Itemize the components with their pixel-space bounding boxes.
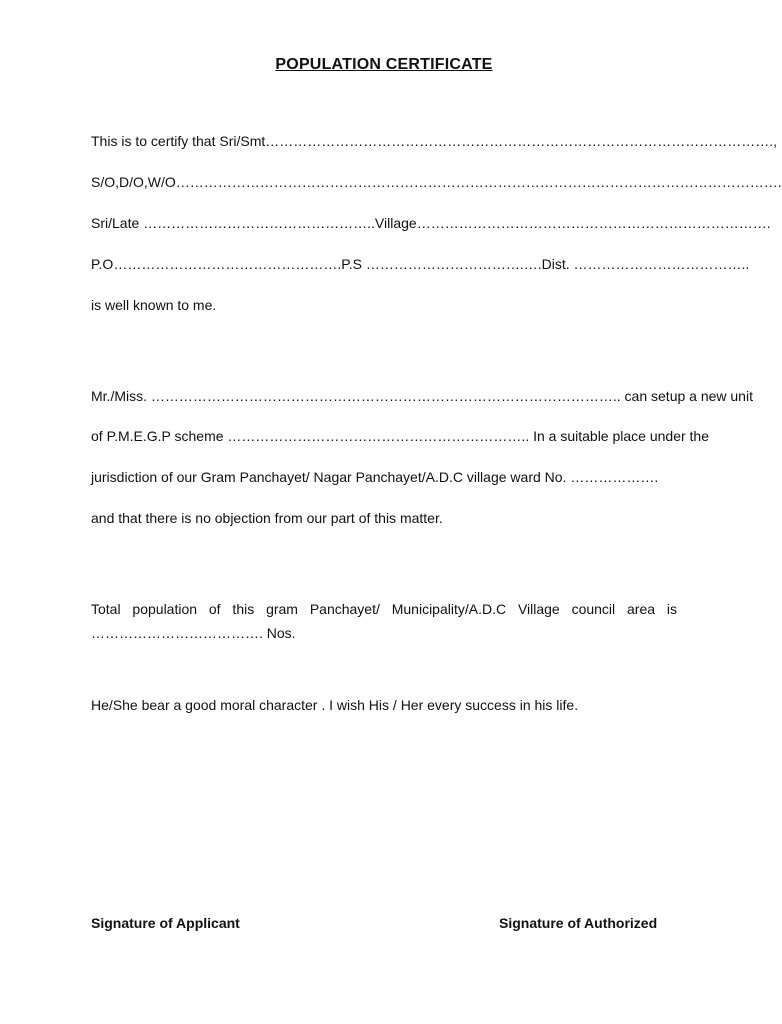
known-line: is well known to me. [91,297,217,313]
certify-line: This is to certify that Sri/Smt………………………………………………………………………………………………., [91,133,778,149]
address-line: P.O………………………………………….P.S …………………………….….Dist. ……………………………….. [91,256,750,272]
signature-authorized: Signature of Authorized [499,915,658,931]
scheme-line: of P.M.E.G.P scheme ……………………………………………………….. In a suitable place under the [91,428,710,444]
document-title: POPULATION CERTIFICATE [275,56,493,73]
village-line: Sri/Late …………………………………………..Village…………………………………………………………………. [91,215,771,231]
relation-line: S/O,D/O,W/O…………………………………………………………………………………………………………………. [91,174,782,190]
signature-applicant: Signature of Applicant [91,915,240,931]
jurisdiction-line: jurisdiction of our Gram Panchayet/ Nagar Panchayet/A.D.C village ward No. ………………. [91,469,659,485]
objection-line: and that there is no objection from our part of this matter. [91,510,443,526]
unit-line: Mr./Miss. ……………………………………………………………………………………….. can setup a new unit [91,388,753,404]
character-line: He/She bear a good moral character . I wish His / Her every success in his life. [91,697,579,713]
population-paragraph: Total population of this gram Panchayet/ Municipality/A.D.C Village council area is ………………………………. Nos. [91,601,677,641]
